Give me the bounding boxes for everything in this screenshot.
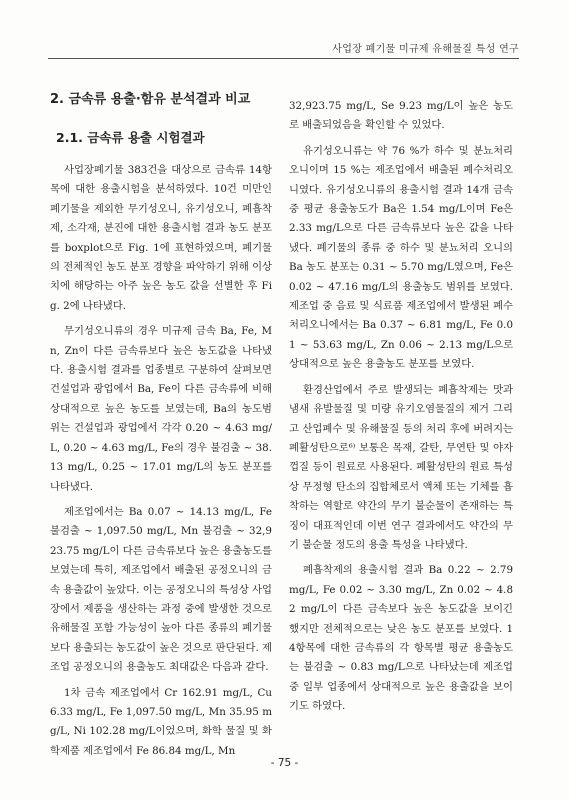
paragraph: 1차 금속 제조업에서 Cr 162.91 mg/L, Cu 6.33 mg/L, Fe 1,097.50 mg/L, Mn 35.95 mg/L, Ni 102.28 mg/L이었으며, 화학 물질 및 화학제품 제조업에서 Fe 86.84 mg/L, Mn	[50, 686, 272, 757]
section-heading: 2. 금속류 용출·함유 분석결과 비교	[50, 92, 251, 107]
paragraph: 사업장폐기물 383건을 대상으로 금속류 14항목에 대한 용출시험을 분석하였다. 10건 미만인 폐기물을 제외한 무기성오니, 유기성오니, 폐흡착제, 소각재, 분진에 대한 용출시험 결과 농도 분포를 boxplot으로 Fig. 1에 표현하였으며, 폐기물의 전체적인 농도 분포 경향을 파악하기 위해 이상치에 해당하는 아주 높은 농도 값을 선별한 후 Fig. 2에 나타냈다.	[50, 164, 272, 312]
left-column	[50, 90, 272, 767]
paragraph: 제조업에서는 Ba 0.07 ~ 14.13 mg/L, Fe 불검출 ~ 1,097.50 mg/L, Mn 불검출 ~ 32,923.75 mg/L이 다른 금속류보다 높은 용출농도를 보였는데 특히, 제조업에서 배출된 공정오니의 금속 용출값이 높았다. 이는 공정오니의 특성상 사업장에서 제품을 생산하는 과정 중에 발생한 것으로 유해물질 포함 가능성이 높아 다른 종류의 폐기물보다 용출되는 농도값이 높은 것으로 판단된다. 제조업 공정오니의 용출농도 최대값은 다음과 같다.	[50, 505, 272, 674]
header-rule	[48, 58, 519, 59]
paragraph: 유기성오니류는 약 76 %가 하수 및 분뇨처리 오니이며 15 %는 제조업에서 배출된 폐수처리오니였다. 유기성오니류의 용출시험 결과 14개 금속 중 평균 용출농도가 Ba은 1.54 mg/L이며 Fe은 2.33 mg/L으로 다른 금속류보다 높은 값을 나타냈다. 폐기물의 종류 중 하수 및 분뇨처리 오니의 Ba 농도 분포는 0.31 ~ 5.70 mg/L였으며, Fe은 0.02 ~ 47.16 mg/L의 용출농도 범위를 보였다. 제조업 중 음료 및 식료품 제조업에서 발생된 폐수처리오니에서는 Ba 0.37 ~ 6.81 mg/L, Fe 0.01 ~ 53.63 mg/L, Zn 0.06 ~ 2.13 mg/L으로 상대적으로 높은 용출농도 분포를 보였다.	[289, 144, 513, 371]
right-column	[289, 97, 513, 723]
paragraph: 폐흡착제의 용출시험 결과 Ba 0.22 ~ 2.79 mg/L, Fe 0.02 ~ 3.30 mg/L, Zn 0.02 ~ 4.82 mg/L이 다른 금속보다 높은 농도값을 보이긴 했지만 전체적으로는 낮은 농도 분포를 보였다. 14항목에 대한 금속류의 각 항목별 평균 용출농도는 불검출 ~ 0.83 mg/L으로 나타났는데 제조업 중 일부 업종에서 상대적으로 높은 용출값을 보이기도 하였다.	[289, 564, 513, 713]
subsection-heading: 2.1. 금속류 용출 시험결과	[56, 130, 205, 145]
paragraph: 환경산업에서 주로 발생되는 폐흡착제는 맛과 냄새 유발물질 및 미량 유기오염물질의 제거 그리고 산업폐수 및 유해물질 등의 처리 후에 버려지는 폐활성탄으로⁶⁾ 보통은 목재, 갈탄, 무연탄 및 야자껍질 등이 원료로 사용된다. 폐활성탄의 원료 특성상 무정형 탄소의 집합체로서 액체 또는 기체를 흡착하는 역할로 약간의 무기 불순물이 존재하는 특징이 대표적인데 이번 연구 결과에서도 약간의 무기 불순물 정도의 용출 특성을 나타냈다.	[289, 383, 513, 551]
page-number: - 75 -	[270, 757, 299, 769]
paragraph: 무기성오니류의 경우 미규제 금속 Ba, Fe, Mn, Zn이 다른 금속류보다 높은 농도값을 나타냈다. 용출시험 결과를 업종별로 구분하여 살펴보면 건설업과 광업에서 Ba, Fe이 다른 금속류에 비해 상대적으로 높은 농도를 보였는데, Ba의 농도범위는 건설업과 광업에서 각각 0.20 ~ 4.63 mg/L, 0.20 ~ 4.63 mg/L, Fe의 경우 불검출 ~ 38.13 mg/L, 0.25 ~ 17.01 mg/L의 농도 분포를 나타냈다.	[50, 325, 272, 493]
paragraph: 32,923.75 mg/L, Se 9.23 mg/L이 높은 농도로 배출되었음을 확인할 수 있었다.	[289, 100, 513, 132]
running-header: 사업장 폐기물 미규제 유해물질 특성 연구	[332, 44, 519, 55]
